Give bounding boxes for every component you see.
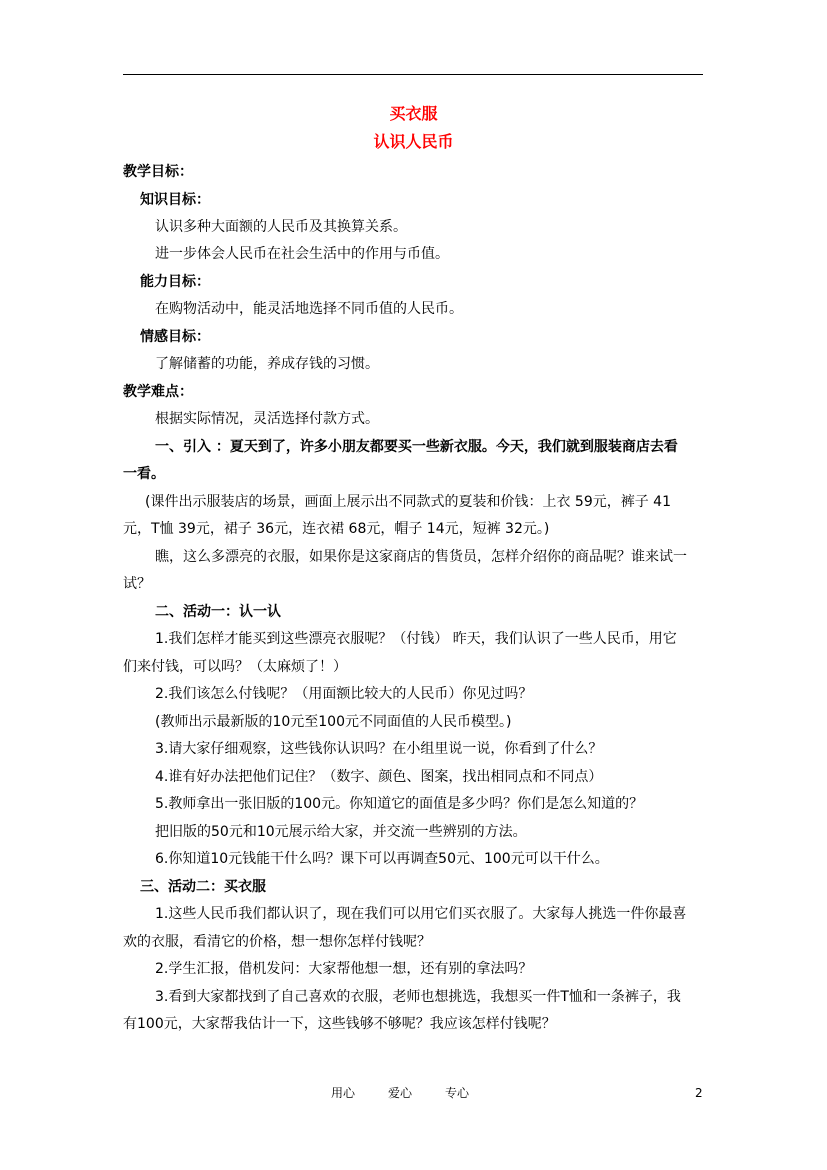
paragraph-line: 2.我们该怎么付钱呢？（用面额比较大的人民币）你见过吗？ xyxy=(155,686,533,702)
paragraph-line: 3.看到大家都找到了自己喜欢的衣服，老师也想挑选，我想买一件T恤和一条裤子，我 xyxy=(155,989,681,1005)
paragraph-line: 根据实际情况，灵活选择付款方式。 xyxy=(155,411,379,427)
subheading-knowledge-goals: 知识目标： xyxy=(140,192,210,208)
paragraph-line: 1.这些人民币我们都认识了，现在我们可以用它们买衣服了。大家每人挑选一件你最喜 xyxy=(155,906,687,922)
page-number: 2 xyxy=(695,1086,703,1100)
section-heading-activity-two: 三、活动二：买衣服 xyxy=(140,879,266,895)
paragraph-line: 4.谁有好办法把他们记住？（数字、颜色、图案，找出相同点和不同点） xyxy=(155,769,603,785)
paragraph-line: 5.教师拿出一张旧版的100元。你知道它的面值是多少吗？你们是怎么知道的？ xyxy=(155,796,644,812)
subheading-emotion-goals: 情感目标： xyxy=(140,329,210,345)
section-intro-line: 一、引入 ：夏天到了，许多小朋友都要买一些新衣服。今天，我们就到服装商店去看 xyxy=(155,439,678,455)
paragraph-line: 1.我们怎样才能买到这些漂亮衣服呢？（付钱） 昨天，我们认识了一些人民币，用它 xyxy=(155,631,677,647)
subheading-ability-goals: 能力目标： xyxy=(140,274,210,290)
paragraph-line: 有100元，大家帮我估计一下，这些钱够不够呢？我应该怎样付钱呢？ xyxy=(123,1016,556,1032)
paragraph-line: 了解储蓄的功能，养成存钱的习惯。 xyxy=(155,356,379,372)
document-subtitle: 认识人民币 xyxy=(373,132,454,151)
footer-motto-left: 用心 xyxy=(331,1086,356,1100)
paragraph-line: 欢的衣服，看清它的价格，想一想你怎样付钱呢？ xyxy=(123,934,431,950)
paragraph-line: 元，T恤 39元，裙子 36元，连衣裙 68元，帽子 14元，短裤 32元。) xyxy=(123,521,550,537)
paragraph-line: 认识多种大面额的人民币及其换算关系。 xyxy=(155,219,407,235)
paragraph-line: 3.请大家仔细观察，这些钱你认识吗？在小组里说一说，你看到了什么？ xyxy=(155,741,603,757)
paragraph-line: (教师出示最新版的10元至100元不同面值的人民币模型。) xyxy=(155,714,512,730)
paragraph-line: (课件出示服装店的场景，画面上展示出不同款式的夏装和价钱：上衣 59元，裤子 41 xyxy=(145,494,671,510)
paragraph-line: 试？ xyxy=(123,576,151,592)
paragraph-line: 把旧版的50元和10元展示给大家，并交流一些辨别的方法。 xyxy=(155,824,527,840)
paragraph-line: 6.你知道10元钱能干什么吗？课下可以再调查50元、100元可以干什么。 xyxy=(155,851,609,867)
section-intro-line: 一看。 xyxy=(123,466,165,482)
section-heading-difficulty: 教学难点： xyxy=(123,384,193,400)
paragraph-line: 们来付钱，可以吗？（太麻烦了！） xyxy=(123,659,347,675)
section-heading-teaching-goals: 教学目标： xyxy=(123,164,193,180)
paragraph-line: 进一步体会人民币在社会生活中的作用与币值。 xyxy=(155,246,449,262)
paragraph-line: 瞧，这么多漂亮的衣服，如果你是这家商店的售货员，怎样介绍你的商品呢？谁来试一 xyxy=(155,549,687,565)
section-heading-activity-one: 二、活动一：认一认 xyxy=(155,604,281,620)
paragraph-line: 2.学生汇报，借机发问：大家帮他想一想，还有别的拿法吗？ xyxy=(155,961,533,977)
header-rule xyxy=(123,74,703,75)
paragraph-line: 在购物活动中，能灵活地选择不同币值的人民币。 xyxy=(155,301,463,317)
footer-motto-right: 专心 xyxy=(445,1086,470,1100)
document-title: 买衣服 xyxy=(389,104,438,123)
footer-motto-middle: 爱心 xyxy=(388,1086,413,1100)
